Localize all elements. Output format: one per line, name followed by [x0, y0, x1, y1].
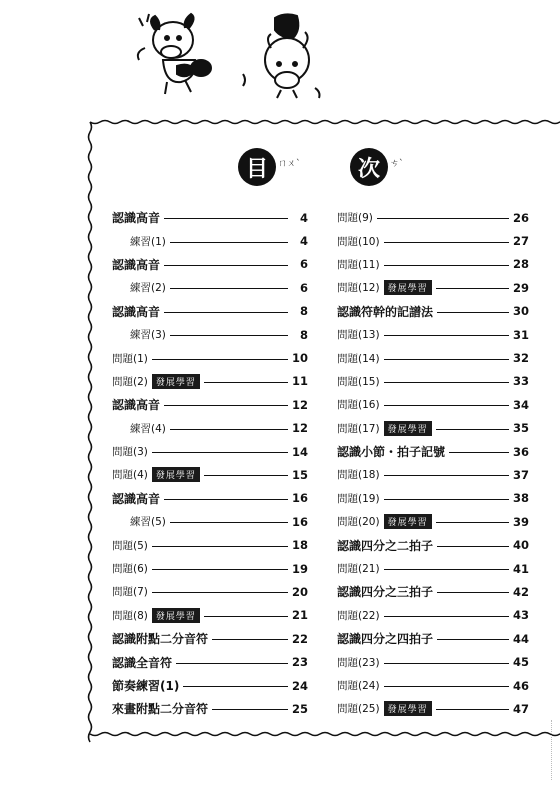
leader-line — [437, 312, 509, 313]
toc-entry-label: 來畫附點二分音符 — [112, 702, 209, 717]
leader-line — [384, 663, 509, 664]
toc-entry-label: 問題(23) — [337, 656, 380, 669]
toc-entry[interactable] — [112, 697, 308, 720]
toc-entry-page: 27 — [512, 234, 529, 249]
toc-entry[interactable] — [337, 393, 529, 416]
toc-entry-page: 29 — [512, 280, 529, 295]
development-learning-badge: 發展學習 — [384, 701, 432, 716]
toc-entry[interactable] — [112, 557, 308, 580]
leader-line — [436, 429, 509, 430]
toc-entry-label: 問題(15) — [337, 375, 380, 388]
toc-entry-label: 問題(25) — [337, 703, 380, 716]
toc-entry-page: 40 — [512, 538, 529, 553]
title-ruby-mu: ㄇㄨˋ — [278, 159, 301, 169]
toc-entry-label: 問題(6) — [112, 563, 148, 576]
toc-entry-label: 節奏練習(1) — [112, 679, 180, 693]
toc-entry-label: 問題(5) — [112, 539, 148, 552]
leader-line — [204, 475, 288, 476]
toc-entry-label: 問題(1) — [112, 352, 148, 365]
toc-entry[interactable] — [337, 650, 529, 673]
leader-line — [436, 288, 509, 289]
toc-left-column — [112, 206, 308, 721]
toc-entry-label: 問題(22) — [337, 609, 380, 622]
toc-entry-page: 37 — [512, 467, 529, 482]
toc-entry-label: 問題(19) — [337, 492, 380, 505]
leader-line — [170, 242, 288, 243]
toc-entry-label: 問題(20) — [337, 516, 380, 529]
toc-entry[interactable] — [337, 463, 529, 486]
toc-entry-page: 14 — [291, 444, 308, 459]
toc-entry[interactable] — [112, 627, 308, 650]
toc-entry-label: 認識四分之三拍子 — [337, 585, 434, 600]
toc-entry-label: 認識高音 — [112, 398, 161, 413]
toc-entry-label: 問題(14) — [337, 352, 380, 365]
leader-line — [170, 522, 288, 523]
leader-line — [384, 569, 509, 570]
leader-line — [152, 592, 288, 593]
development-learning-badge: 發展學習 — [384, 514, 432, 529]
leader-line — [183, 686, 288, 687]
leader-line — [449, 452, 509, 453]
toc-entry-page: 44 — [512, 631, 529, 646]
development-learning-badge: 發展學習 — [152, 374, 200, 389]
toc-entry-page: 39 — [512, 514, 529, 529]
leader-line — [212, 639, 288, 640]
toc-entry-label: 認識小節・拍子記號 — [337, 445, 446, 460]
toc-entry-label: 認識高音 — [112, 211, 161, 226]
toc-entry-page: 12 — [291, 397, 308, 412]
development-learning-badge: 發展學習 — [152, 608, 200, 623]
toc-entry-page: 22 — [291, 631, 308, 646]
toc-entry-page: 15 — [291, 467, 308, 482]
toc-entry-page: 25 — [291, 701, 308, 716]
toc-entry-label: 練習(2) — [130, 282, 166, 295]
leader-line — [170, 288, 288, 289]
toc-entry-label: 認識高音 — [112, 304, 161, 319]
toc-entry[interactable] — [337, 580, 529, 603]
toc-entry-page: 34 — [512, 397, 529, 412]
toc-entry[interactable] — [337, 370, 529, 393]
toc-entry-page: 16 — [291, 491, 308, 506]
toc-entry-page: 30 — [512, 304, 529, 319]
toc-entry[interactable] — [337, 487, 529, 510]
toc-title — [0, 148, 560, 188]
toc-entry-page: 8 — [299, 327, 308, 342]
leader-line — [152, 546, 288, 547]
toc-entry-page: 6 — [299, 280, 308, 295]
title-char-ci: 次 — [350, 148, 388, 186]
toc-entry-page: 24 — [291, 678, 308, 693]
toc-entry-page: 4 — [299, 234, 308, 249]
toc-entry-page: 36 — [512, 444, 529, 459]
toc-entry-label: 認識高音 — [112, 257, 161, 272]
development-learning-badge: 發展學習 — [384, 280, 432, 295]
toc-entry[interactable] — [337, 627, 529, 650]
toc-entry[interactable] — [112, 487, 308, 510]
toc-entry-label: 認識高音 — [112, 491, 161, 506]
leader-line — [384, 475, 509, 476]
toc-entry[interactable] — [337, 346, 529, 369]
leader-line — [164, 312, 288, 313]
leader-line — [384, 405, 509, 406]
toc-entry-page: 6 — [299, 257, 308, 272]
toc-entry[interactable] — [112, 440, 308, 463]
toc-entry-page: 4 — [299, 210, 308, 225]
toc-entry-label: 問題(16) — [337, 399, 380, 412]
toc-entry-page: 12 — [291, 421, 308, 436]
title-char-mu: 目 — [238, 148, 276, 186]
leader-line — [384, 359, 509, 360]
toc-entry-label: 問題(8) — [112, 609, 148, 622]
toc-entry-label: 認識四分之二拍子 — [337, 538, 434, 553]
toc-entry-page: 35 — [512, 421, 529, 436]
toc-entry-label: 問題(4) — [112, 469, 148, 482]
toc-entry-label: 問題(7) — [112, 586, 148, 599]
toc-entry[interactable] — [337, 206, 529, 229]
toc-entry[interactable] — [112, 300, 308, 323]
leader-line — [436, 522, 509, 523]
toc-entry-label: 練習(5) — [130, 516, 166, 529]
toc-entry[interactable] — [337, 229, 529, 252]
toc-entry[interactable] — [337, 557, 529, 580]
toc-entry-label: 問題(3) — [112, 446, 148, 459]
leader-line — [437, 592, 509, 593]
toc-entry-label: 認識符幹的記譜法 — [337, 304, 434, 319]
toc-entry-page: 19 — [291, 561, 308, 576]
toc-entry-label: 問題(17) — [337, 422, 380, 435]
toc-entry-page: 45 — [512, 655, 529, 670]
toc-entry[interactable] — [112, 417, 308, 440]
toc-entry-label: 問題(10) — [337, 235, 380, 248]
leader-line — [170, 429, 288, 430]
toc-entry[interactable] — [112, 370, 308, 393]
toc-entry-page: 31 — [512, 327, 529, 342]
toc-entry-page: 41 — [512, 561, 529, 576]
toc-entry-label: 認識四分之四拍子 — [337, 632, 434, 647]
leader-line — [164, 218, 288, 219]
toc-entry[interactable] — [112, 253, 308, 276]
toc-entry-label: 練習(3) — [130, 329, 166, 342]
leader-line — [384, 499, 509, 500]
leader-line — [204, 616, 288, 617]
toc-entry-label: 問題(24) — [337, 680, 380, 692]
toc-entry-label: 問題(9) — [337, 212, 373, 225]
toc-entry[interactable] — [112, 393, 308, 416]
toc-entry[interactable] — [337, 323, 529, 346]
toc-entry[interactable] — [112, 604, 308, 627]
toc-entry[interactable] — [112, 650, 308, 673]
toc-entry-page: 8 — [299, 304, 308, 319]
toc-entry-page: 46 — [512, 678, 529, 693]
title-ruby-ci: ㄘˋ — [390, 159, 404, 169]
toc-entry[interactable] — [337, 674, 529, 697]
leader-line — [164, 265, 288, 266]
toc-entry-page: 28 — [512, 257, 529, 272]
toc-entry-label: 問題(18) — [337, 469, 380, 482]
toc-entry-page: 21 — [291, 608, 308, 623]
toc-entry[interactable] — [337, 440, 529, 463]
toc-entry-page: 32 — [512, 351, 529, 366]
toc-entry-label: 認識附點二分音符 — [112, 632, 209, 647]
toc-entry[interactable] — [112, 323, 308, 346]
toc-entry[interactable] — [337, 533, 529, 556]
leader-line — [437, 639, 509, 640]
toc-entry[interactable] — [112, 463, 308, 486]
toc-entry[interactable] — [112, 346, 308, 369]
toc-entry-page: 42 — [512, 584, 529, 599]
toc-entry-label: 問題(11) — [337, 258, 380, 271]
toc-entry-page: 38 — [512, 491, 529, 506]
toc-entry-label: 練習(4) — [130, 422, 166, 435]
leader-line — [176, 663, 288, 664]
toc-entry-label: 問題(21) — [337, 563, 380, 576]
toc-entry[interactable] — [112, 276, 308, 299]
toc-entry-label: 練習(1) — [130, 235, 166, 248]
leader-line — [437, 546, 509, 547]
toc-entry-label: 問題(2) — [112, 375, 148, 388]
leader-line — [436, 709, 509, 710]
toc-entry[interactable] — [112, 533, 308, 556]
page-edge-mark — [551, 720, 558, 780]
toc-entry[interactable] — [337, 417, 529, 440]
toc-entry[interactable] — [337, 300, 529, 323]
leader-line — [164, 405, 288, 406]
toc-entry-page: 18 — [291, 538, 308, 553]
leader-line — [152, 569, 288, 570]
toc-entry-page: 47 — [512, 701, 529, 716]
toc-entry-page: 23 — [291, 655, 308, 670]
toc-entry-page: 20 — [291, 584, 308, 599]
toc-entry[interactable] — [337, 276, 529, 299]
toc-entry[interactable] — [112, 580, 308, 603]
toc-entry[interactable] — [337, 604, 529, 627]
leader-line — [384, 382, 509, 383]
toc-entry[interactable] — [337, 510, 529, 533]
toc-entry-page: 11 — [291, 374, 308, 389]
leader-line — [384, 335, 509, 336]
leader-line — [377, 218, 509, 219]
leader-line — [204, 382, 288, 383]
toc-entry-page: 10 — [291, 351, 308, 366]
cartoon-cows-icon — [125, 8, 335, 103]
toc-entry-page: 43 — [512, 608, 529, 623]
toc-entry-page: 33 — [512, 374, 529, 389]
toc-entry[interactable] — [337, 697, 529, 720]
leader-line — [164, 499, 288, 500]
leader-line — [152, 359, 288, 360]
toc-entry-label: 認識全音符 — [112, 655, 173, 670]
toc-entry[interactable] — [112, 229, 308, 252]
leader-line — [384, 686, 509, 687]
toc-entry[interactable] — [337, 253, 529, 276]
toc-entry[interactable] — [112, 510, 308, 533]
toc-entry-label: 問題(12) — [337, 282, 380, 295]
development-learning-badge: 發展學習 — [152, 467, 200, 482]
toc-entry-page: 26 — [512, 210, 529, 225]
leader-line — [212, 709, 288, 710]
development-learning-badge: 發展學習 — [384, 421, 432, 436]
leader-line — [384, 616, 509, 617]
leader-line — [170, 335, 288, 336]
leader-line — [384, 242, 509, 243]
toc-entry-page: 16 — [291, 514, 308, 529]
leader-line — [384, 265, 509, 266]
toc-entry[interactable] — [112, 206, 308, 229]
toc-entry[interactable] — [112, 674, 308, 697]
toc-entry-label: 問題(13) — [337, 329, 380, 342]
toc-right-column — [337, 206, 529, 721]
leader-line — [152, 452, 288, 453]
